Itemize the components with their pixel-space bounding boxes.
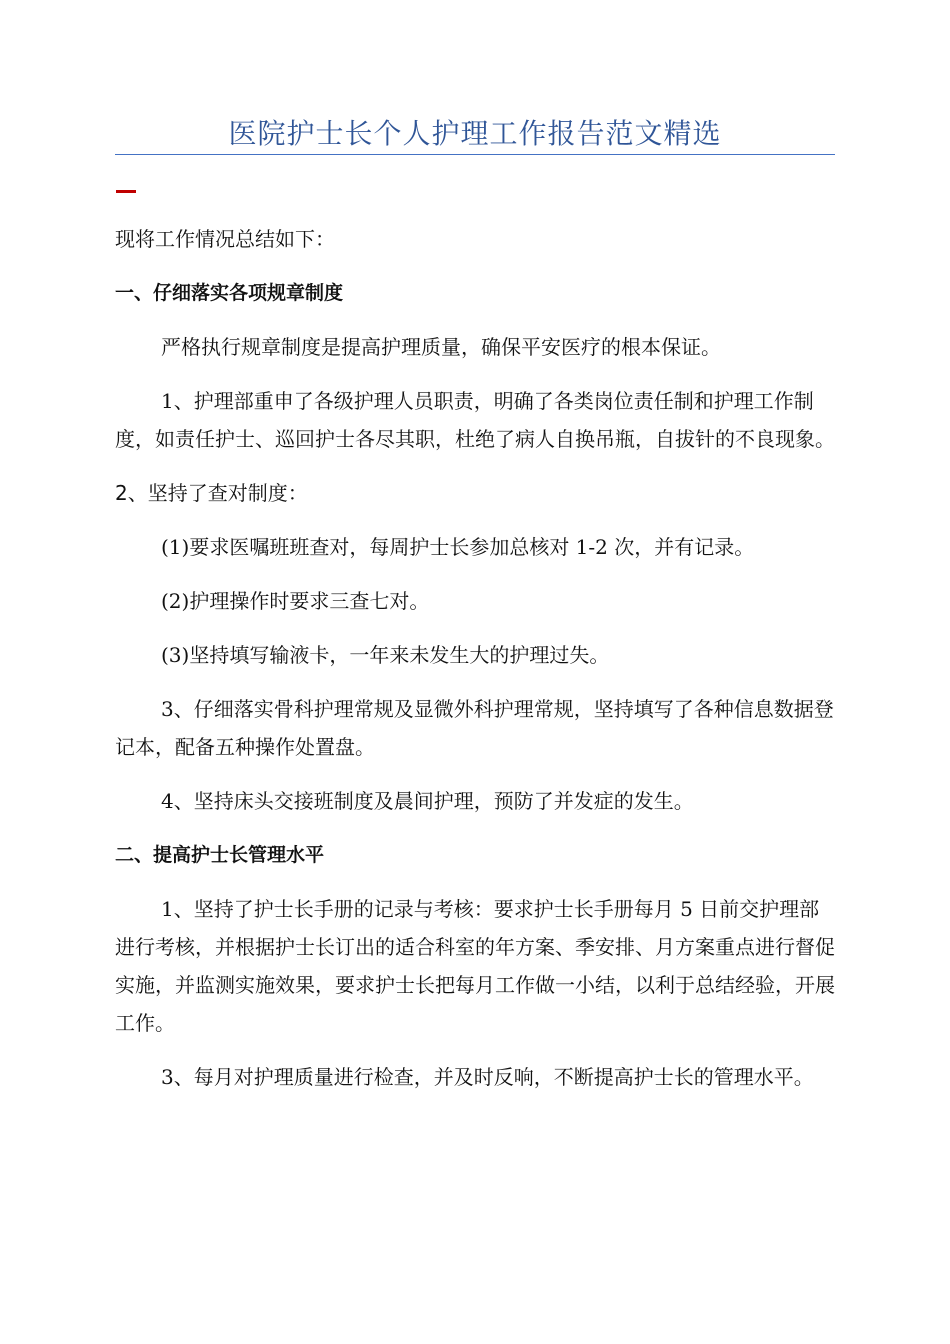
title-underline: [115, 154, 835, 155]
section-1-subitem-2: (2)护理操作时要求三查七对。: [161, 589, 430, 613]
section-1-lead: 严格执行规章制度是提高护理质量，确保平安医疗的根本保证。: [161, 335, 721, 359]
red-dash-mark: [116, 190, 136, 193]
item-2-text: 、坚持了查对制度：: [127, 481, 308, 505]
section-1-item-2: [115, 474, 835, 512]
document-body: [115, 220, 835, 1112]
document-title: 医院护士长个人护理工作报告范文精选: [228, 117, 722, 150]
section-1-item-4: 4、坚持床头交接班制度及晨间护理，预防了并发症的发生。: [161, 789, 694, 813]
section-1-subitem-1: (1)要求医嘱班班查对，每周护士长参加总核对 1-2 次，并有记录。: [161, 535, 755, 559]
item-2-number: 2: [115, 481, 128, 505]
section-1-item-1: 1、护理部重申了各级护理人员职责，明确了各类岗位责任制和护理工作制度，如责任护士、巡回护士各尽其职，杜绝了病人自换吊瓶，自拔针的不良现象。: [115, 389, 835, 451]
section-2-item-3: 3、每月对护理质量进行检查，并及时反响，不断提高护士长的管理水平。: [161, 1065, 814, 1089]
section-1-item-3: 3、仔细落实骨科护理常规及显微外科护理常规，坚持填写了各种信息数据登记本，配备五种操作处置盘。: [115, 697, 834, 759]
intro-paragraph: 现将工作情况总结如下：: [115, 227, 335, 251]
section-1-subitem-3: (3)坚持填写输液卡，一年来未发生大的护理过失。: [161, 643, 610, 667]
section-2-heading: 二、提高护士长管理水平: [115, 844, 325, 866]
section-1-heading: 一、仔细落实各项规章制度: [115, 282, 344, 304]
section-2-item-1: 1、坚持了护士长手册的记录与考核：要求护士长手册每月 5 日前交护理部进行考核，并根据护士长订出的适合科室的年方案、季安排、月方案重点进行督促实施，并监测实施效果，要求护士长把每月工作做一小结，以利于总结经验，开展工作。: [115, 897, 835, 1035]
